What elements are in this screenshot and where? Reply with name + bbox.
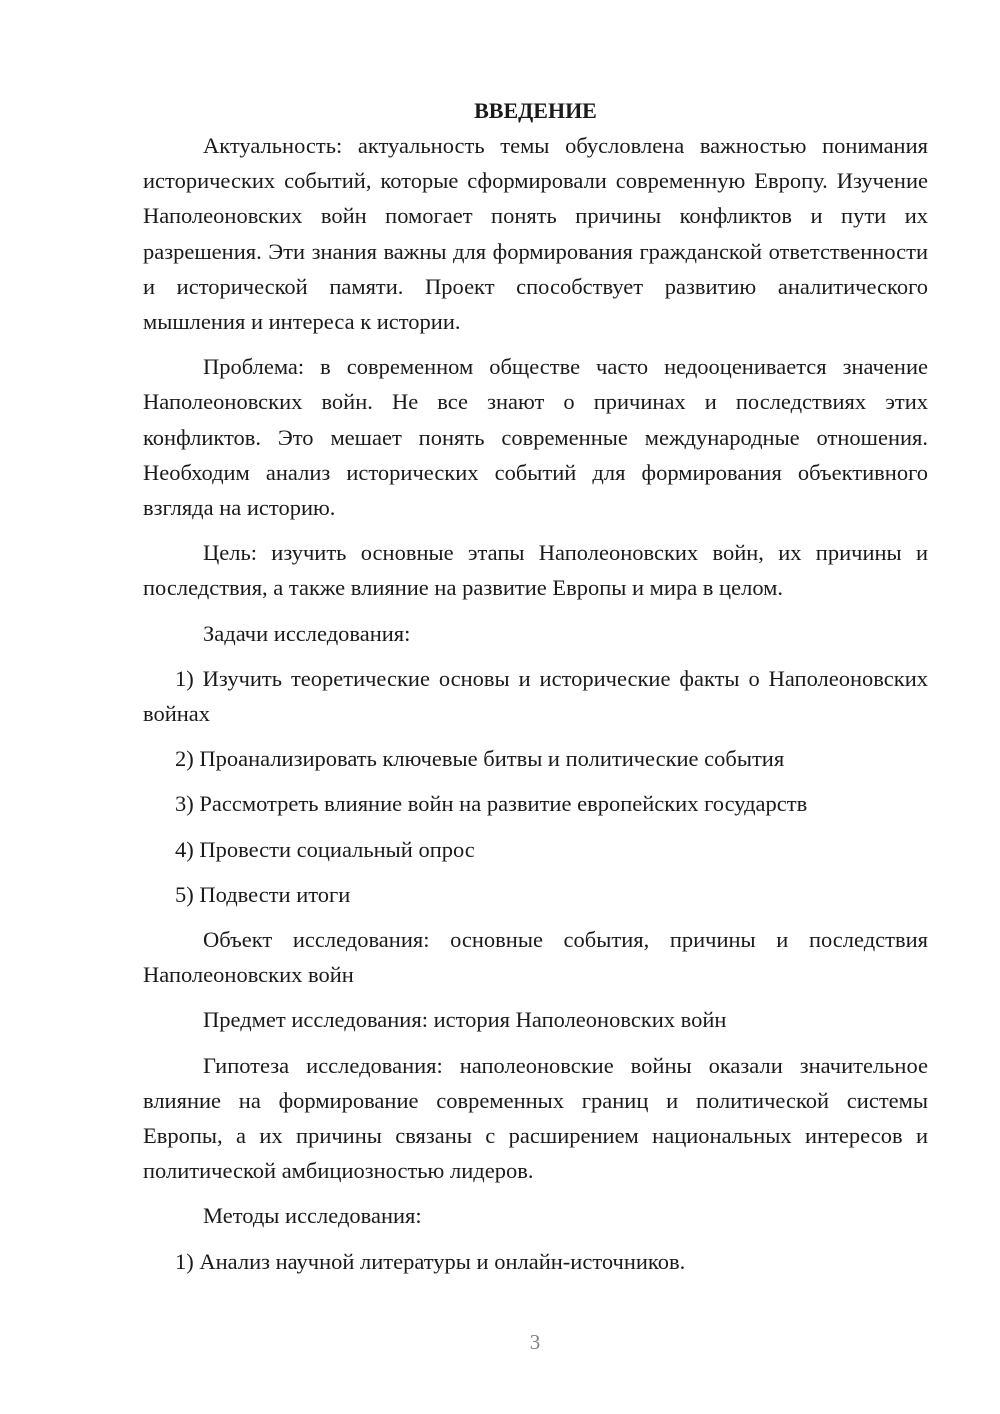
tasks-heading: Задачи исследования:	[203, 620, 411, 646]
task-item-4: 4) Провести социальный опрос	[175, 836, 475, 862]
methods-heading: Методы исследования:	[203, 1203, 422, 1229]
task-item-1: 1) Изучить теоретические основы и исторические факты о Наполеоновских войнах	[143, 665, 928, 727]
document-page	[143, 93, 928, 1289]
paragraph-hypothesis: Гипотеза исследования: наполеоновские войны оказали значительное влияние на формирование современных границ и политической системы Европы, а их причины связаны с расширением национальных интересов и политической амбициозностью лидеров.	[143, 1052, 928, 1184]
task-item-2: 2) Проанализировать ключевые битвы и политические события	[175, 746, 785, 772]
section-title: ВВЕДЕНИЕ	[474, 98, 597, 123]
paragraph-subject: Предмет исследования: история Наполеоновских войн	[203, 1007, 727, 1033]
method-item-1: 1) Анализ научной литературы и онлайн-источников.	[175, 1248, 686, 1274]
paragraph-relevance: Актуальность: актуальность темы обусловлена важностью понимания исторических событий, которые сформировали современную Европу. Изучение Наполеоновских войн помогает понять причины конфликтов и пути их разрешения. Эти знания важны для формирования гражданской ответственности и исторической памяти. Проект способствует развитию аналитического мышления и интереса к истории.	[143, 133, 928, 335]
task-item-3: 3) Рассмотреть влияние войн на развитие европейских государств	[175, 791, 808, 817]
paragraph-object: Объект исследования: основные события, причины и последствия Наполеоновских войн	[143, 927, 928, 988]
page-number: 3	[529, 1330, 541, 1354]
paragraph-goal: Цель: изучить основные этапы Наполеоновских войн, их причины и последствия, а также влияние на развитие Европы и мира в целом.	[143, 540, 928, 601]
paragraph-problem: Проблема: в современном обществе часто недооценивается значение Наполеоновских войн. Не все знают о причинах и последствиях этих конфликтов. Это мешает понять современные международные отношения. Необходим анализ исторических событий для формирования объективного взгляда на историю.	[143, 354, 928, 521]
task-item-5: 5) Подвести итоги	[175, 881, 351, 907]
